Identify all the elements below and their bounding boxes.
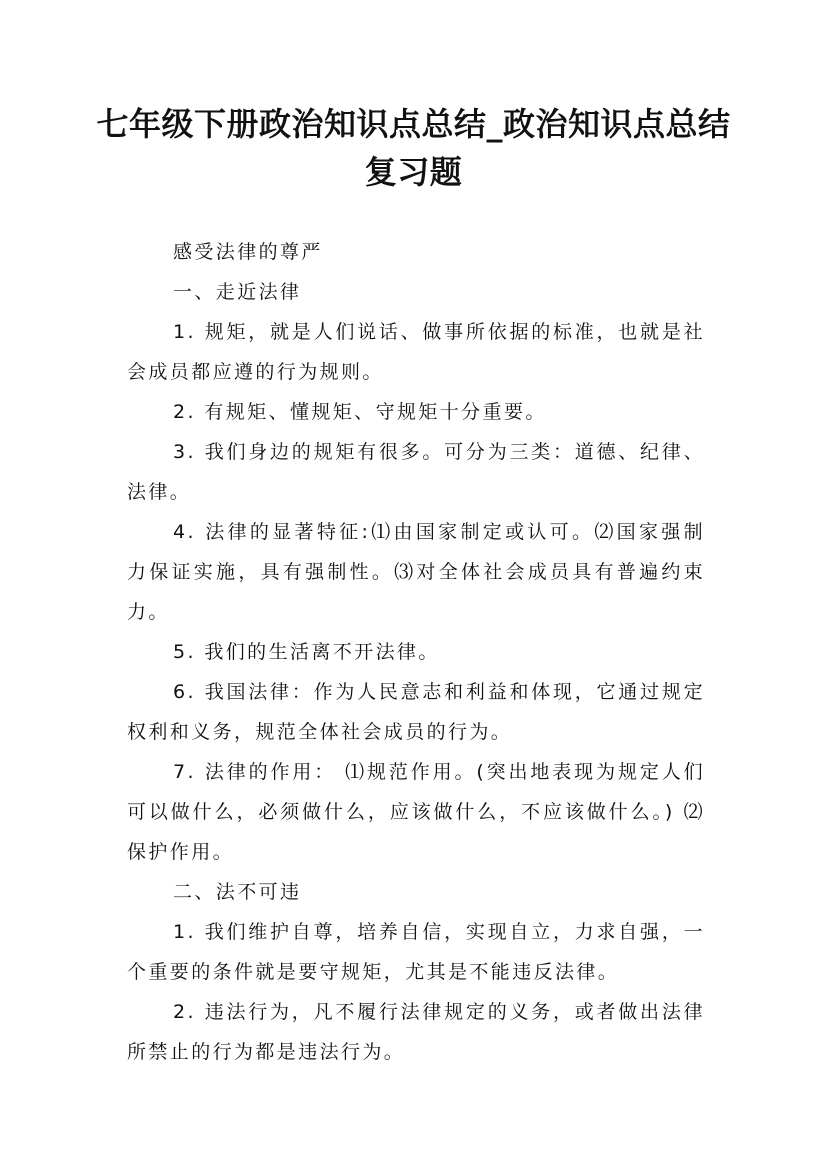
paragraph: 4. 法律的显著特征:⑴由国家制定或认可。⑵国家强制力保证实施，具有强制性。⑶对全体社会成员具有普遍约束力。 [127,521,705,623]
section-subheading: 一、走近法律 [173,281,302,303]
paragraph: 5. 我们的生活离不开法律。 [173,641,440,663]
paragraph: 2. 违法行为，凡不履行法律规定的义务，或者做出法律所禁止的行为都是违法行为。 [127,1001,705,1063]
paragraph: 3. 我们身边的规矩有很多。可分为三类：道德、纪律、法律。 [127,441,705,503]
paragraph: 7. 法律的作用： ⑴规范作用。(突出地表现为规定人们可以做什么，必须做什么，应该做什么，不应该做什么。) ⑵保护作用。 [127,761,705,863]
section-heading: 感受法律的尊严 [173,241,323,263]
paragraph: 1. 我们维护自尊，培养自信，实现自立，力求自强，一个重要的条件就是要守规矩，尤其是不能违反法律。 [127,921,705,983]
paragraph: 1. 规矩，就是人们说话、做事所依据的标准，也就是社会成员都应遵的行为规则。 [127,321,705,383]
paragraph: 6. 我国法律：作为人民意志和利益和体现，它通过规定权利和义务，规范全体社会成员的行为。 [127,681,705,743]
paragraph: 2. 有规矩、懂规矩、守规矩十分重要。 [173,401,547,423]
document-title: 七年级下册政治知识点总结_政治知识点总结复习题 [96,105,731,191]
document-body [127,232,705,1072]
section-subheading: 二、法不可违 [173,881,302,903]
